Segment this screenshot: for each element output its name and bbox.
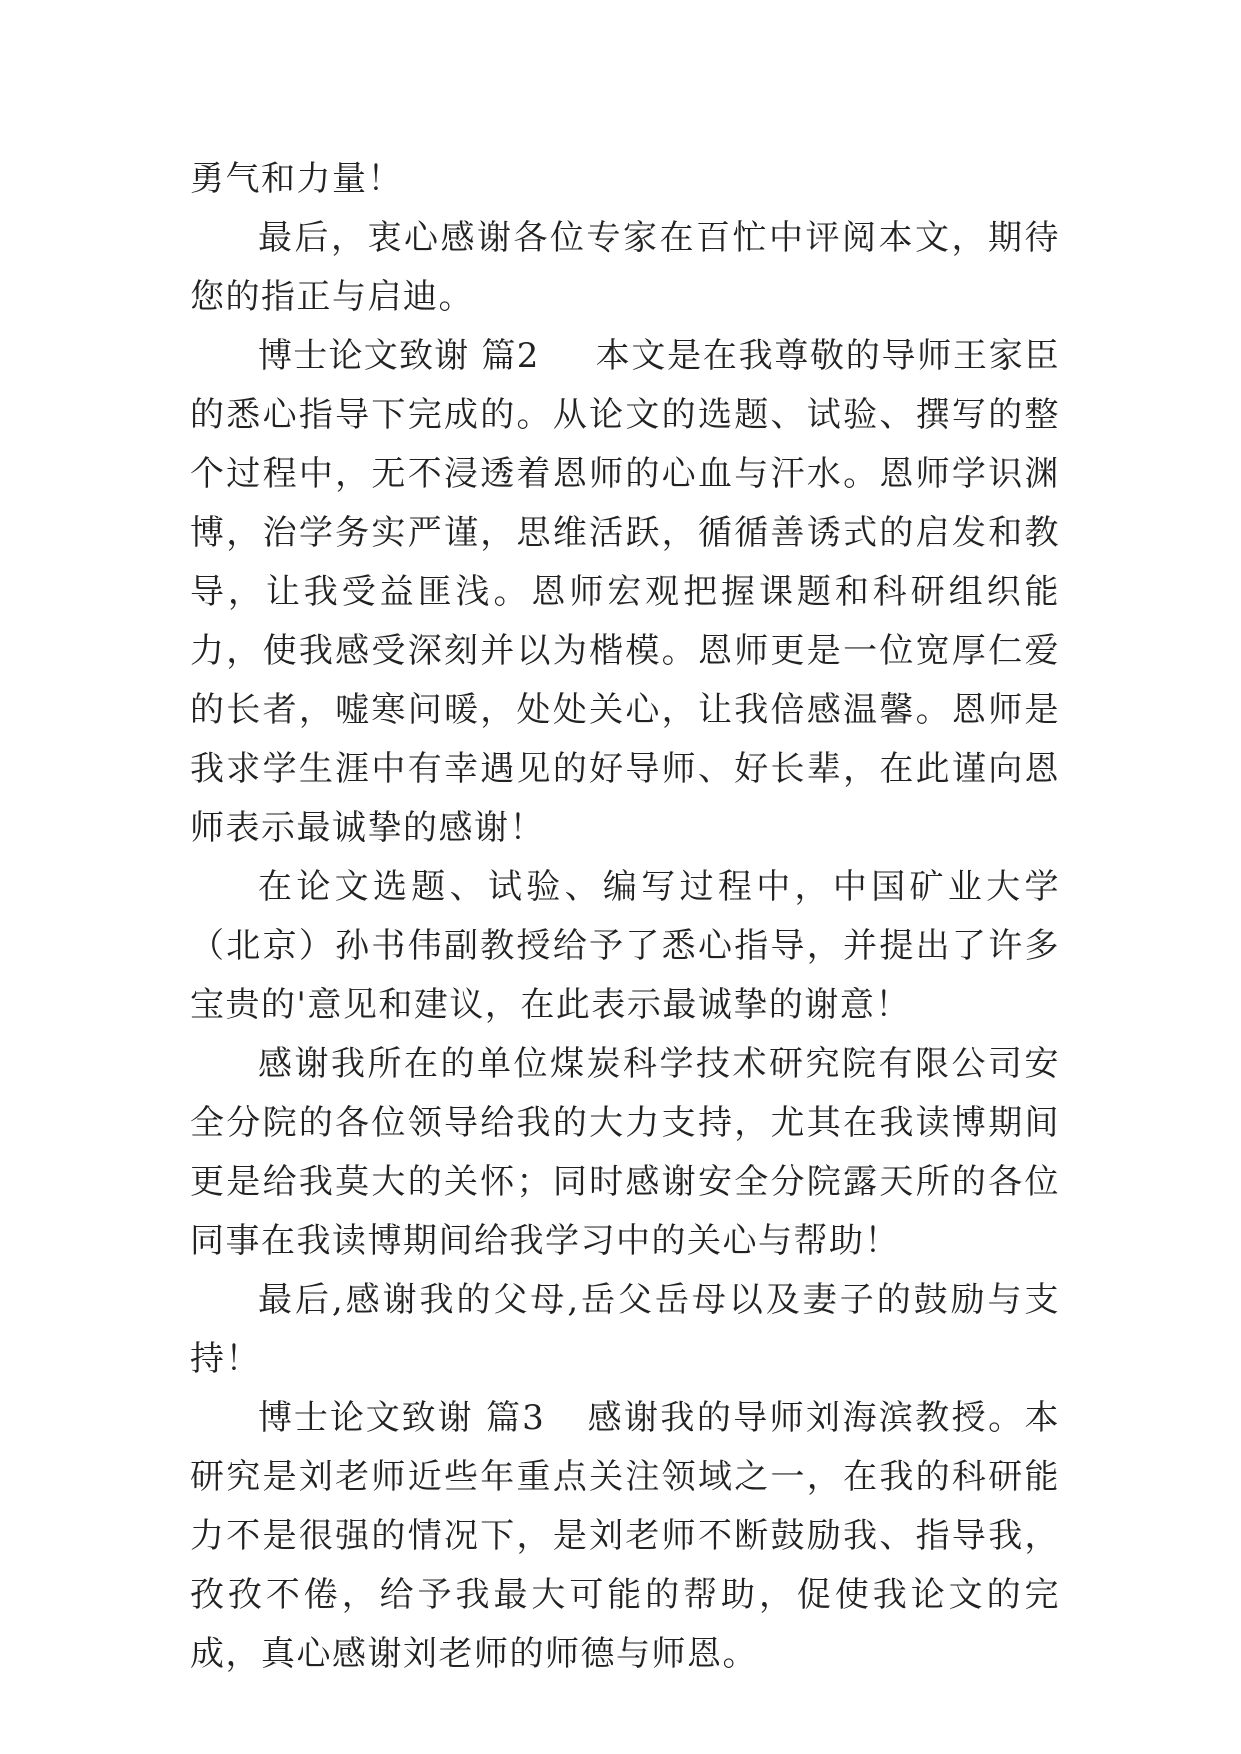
paragraph-text: 感谢我所在的单位煤炭科学技术研究院有限公司安全分院的各位领导给我的大力支持，尤其在我读博期间更是给我莫大的关怀；同时感谢安全分院露天所的各位同事在我读博期间给我学习中的关心与帮助！ (190, 1044, 1060, 1261)
paragraph-family-thanks (190, 1271, 1060, 1389)
paragraph-closing-thanks (190, 209, 1060, 327)
paragraph-text: 勇气和力量！ (190, 159, 403, 199)
section-paragraph-2 (190, 327, 1060, 858)
section-heading: 博士论文致谢 篇3 (258, 1398, 545, 1438)
paragraph-text: 最后，衷心感谢各位专家在百忙中评阅本文，期待您的指正与启迪。 (190, 218, 1060, 317)
section-heading: 博士论文致谢 篇2 (258, 336, 540, 376)
paragraph-text: 在论文选题、试验、编写过程中，中国矿业大学（北京）孙书伟副教授给予了悉心指导，并提出了许多宝贵的'意见和建议，在此表示最诚挚的谢意！ (190, 867, 1060, 1025)
paragraph-text: 最后,感谢我的父母,岳父岳母以及妻子的鼓励与支持！ (190, 1280, 1060, 1379)
paragraph-colleagues-thanks (190, 1035, 1060, 1271)
paragraph-text: 感谢我的导师刘海滨教授。本研究是刘老师近些年重点关注领域之一，在我的科研能力不是很强的情况下，是刘老师不断鼓励我、指导我，孜孜不倦，给予我最大可能的帮助，促使我论文的完成，真心感谢刘老师的师德与师恩。 (190, 1398, 1060, 1674)
document-page (190, 150, 1060, 1684)
paragraph-advisor-thanks (190, 858, 1060, 1035)
paragraph-text: 本文是在我尊敬的导师王家臣的悉心指导下完成的。从论文的选题、试验、撰写的整个过程中，无不浸透着恩师的心血与汗水。恩师学识渊博，治学务实严谨，思维活跃，循循善诱式的启发和教导，让我受益匪浅。恩师宏观把握课题和科研组织能力，使我感受深刻并以为楷模。恩师更是一位宽厚仁爱的长者，嘘寒问暖，处处关心，让我倍感温馨。恩师是我求学生涯中有幸遇见的好导师、好长辈，在此谨向恩师表示最诚挚的感谢！ (190, 336, 1060, 848)
section-paragraph-3 (190, 1389, 1060, 1684)
paragraph-continuation (190, 150, 1060, 209)
